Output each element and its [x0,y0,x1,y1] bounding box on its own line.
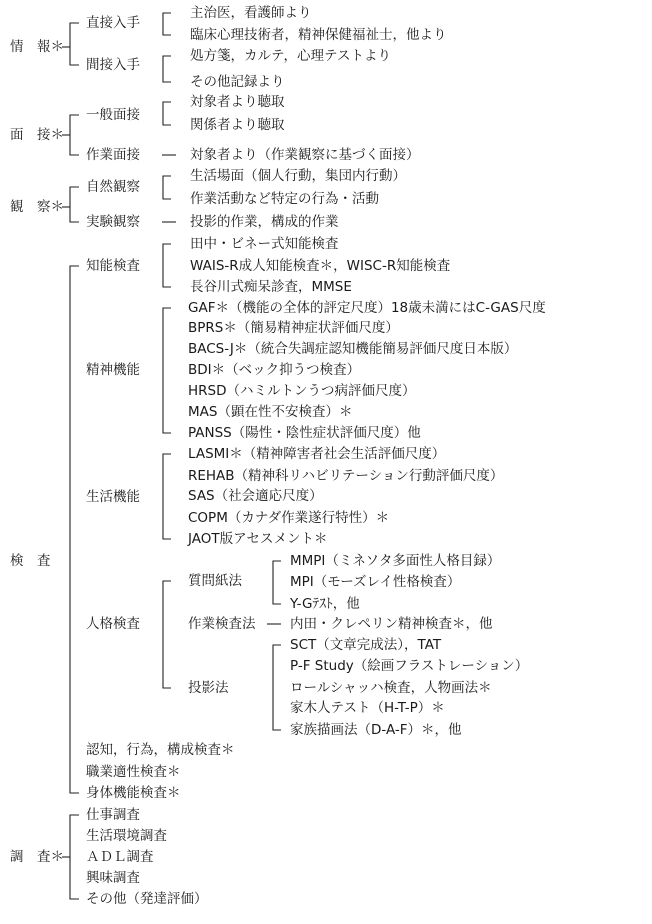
node-projective-method: 投影法 [188,680,229,696]
bracket-survey [70,815,79,899]
leaf-item: ＡＤＬ調査 [86,849,154,865]
leaf-item: SAS（社会適応尺度） [188,488,323,504]
leaf-item: 長谷川式痴呆診査，MMSE [190,279,352,295]
leaf-item: REHAB（精神科リハビリテーション行動評価尺度） [188,468,504,484]
bracket-intelligence [163,244,171,287]
bracket-natural-observation [163,176,171,199]
leaf-item: 家木人テスト（H-T-P）＊ [290,700,445,716]
node-indirect-acquisition: 間接入手 [86,57,140,73]
bracket-indirect [163,56,171,82]
leaf-item: COPM（カナダ作業遂行特性）＊ [188,510,390,526]
node-general-interview: 一般面接 [86,107,140,123]
leaf-item: 処方箋，カルテ，心理テストより [190,48,392,64]
leaf-item: 仕事調査 [86,807,140,823]
leaf-item: 対象者より聴取 [190,94,285,110]
node-work-test-method: 作業検査法 [188,616,256,632]
leaf-item: JAOT版アセスメント＊ [188,531,328,547]
leaf-item: 投影的作業，構成的作業 [190,214,339,230]
node-direct-acquisition: 直接入手 [86,15,140,31]
leaf-item: GAF＊（機能の全体的評定尺度）18歳未満にはC-GAS尺度 [188,300,546,316]
leaf-item: 臨床心理技術者，精神保健福祉士，他より [190,27,447,43]
bracket-living [163,454,171,539]
node-physical-function-test: 身体機能検査＊ [86,785,181,801]
leaf-item: その他記録より [190,74,285,90]
category-observation: 観 察＊ [10,199,64,215]
leaf-item: LASMI＊（精神障害者社会生活評価尺度） [188,446,446,462]
node-natural-observation: 自然観察 [86,179,140,195]
node-experimental-observation: 実験観察 [86,214,140,230]
node-questionnaire: 質問紙法 [188,573,242,589]
node-mental-function: 精神機能 [86,362,140,378]
category-test: 検 査 [10,553,51,569]
bracket-personality [163,581,171,688]
leaf-item: BACS-J＊（統合失調症認知機能簡易評価尺度日本版） [188,341,518,357]
bracket-mental [163,308,171,433]
bracket-general-interview [163,102,171,125]
leaf-item: BPRS＊（簡易精神症状評価尺度） [188,320,399,336]
leaf-item: ロールシャッハ検査，人物画法＊ [290,680,492,696]
leaf-item: 生活場面（個人行動，集団内行動） [190,168,406,184]
node-cognition-test: 認知，行為，構成検査＊ [86,742,235,758]
bracket-direct [163,13,171,35]
leaf-item: 関係者より聴取 [190,117,285,133]
leaf-item: 生活環境調査 [86,828,167,844]
leaf-item: MAS（顕在性不安検査）＊ [188,404,353,420]
leaf-item: 家族描画法（D-A-F）＊，他 [290,722,462,738]
bracket-questionnaire [273,561,281,604]
bracket-interview [70,115,79,155]
category-interview: 面 接＊ [10,127,64,143]
bracket-projective [273,645,281,730]
bracket-test [70,266,79,793]
node-intelligence-test: 知能検査 [86,258,140,274]
leaf-item: MPI（モーズレイ性格検査） [290,574,461,590]
leaf-item: 田中・ビネー式知能検査 [190,236,339,252]
leaf-item: PANSS（陽性・陰性症状評価尺度）他 [188,425,421,441]
leaf-item: 内田・クレペリン精神検査＊，他 [290,616,493,632]
leaf-item: BDI＊（ベック抑うつ検査） [188,362,361,378]
node-work-interview: 作業面接 [86,147,140,163]
leaf-item: MMPI（ミネソタ多面性人格目録） [290,553,501,569]
leaf-item: 作業活動など特定の行為・活動 [190,191,379,207]
leaf-item: 主治医，看護師より [190,5,312,21]
bracket-information [70,23,79,65]
node-personality-test: 人格検査 [86,616,140,632]
leaf-item: Y-Gﾃｽﾄ，他 [290,596,360,612]
bracket-observation [70,187,79,222]
leaf-item: WAIS-R成人知能検査＊，WISC-R知能検査 [190,258,451,274]
node-living-function: 生活機能 [86,489,140,505]
node-vocational-aptitude-test: 職業適性検査＊ [86,764,181,780]
leaf-item: 対象者より（作業観察に基づく面接） [190,147,420,163]
category-information: 情 報＊ [10,39,64,55]
leaf-item: HRSD（ハミルトンうつ病評価尺度） [188,383,416,399]
category-survey: 調 査＊ [10,849,64,865]
leaf-item: P-F Study（絵画フラストレーション） [290,658,529,674]
leaf-item: その他（発達評価） [86,891,208,907]
leaf-item: 興味調査 [86,870,140,886]
leaf-item: SCT（文章完成法），TAT [290,637,442,653]
